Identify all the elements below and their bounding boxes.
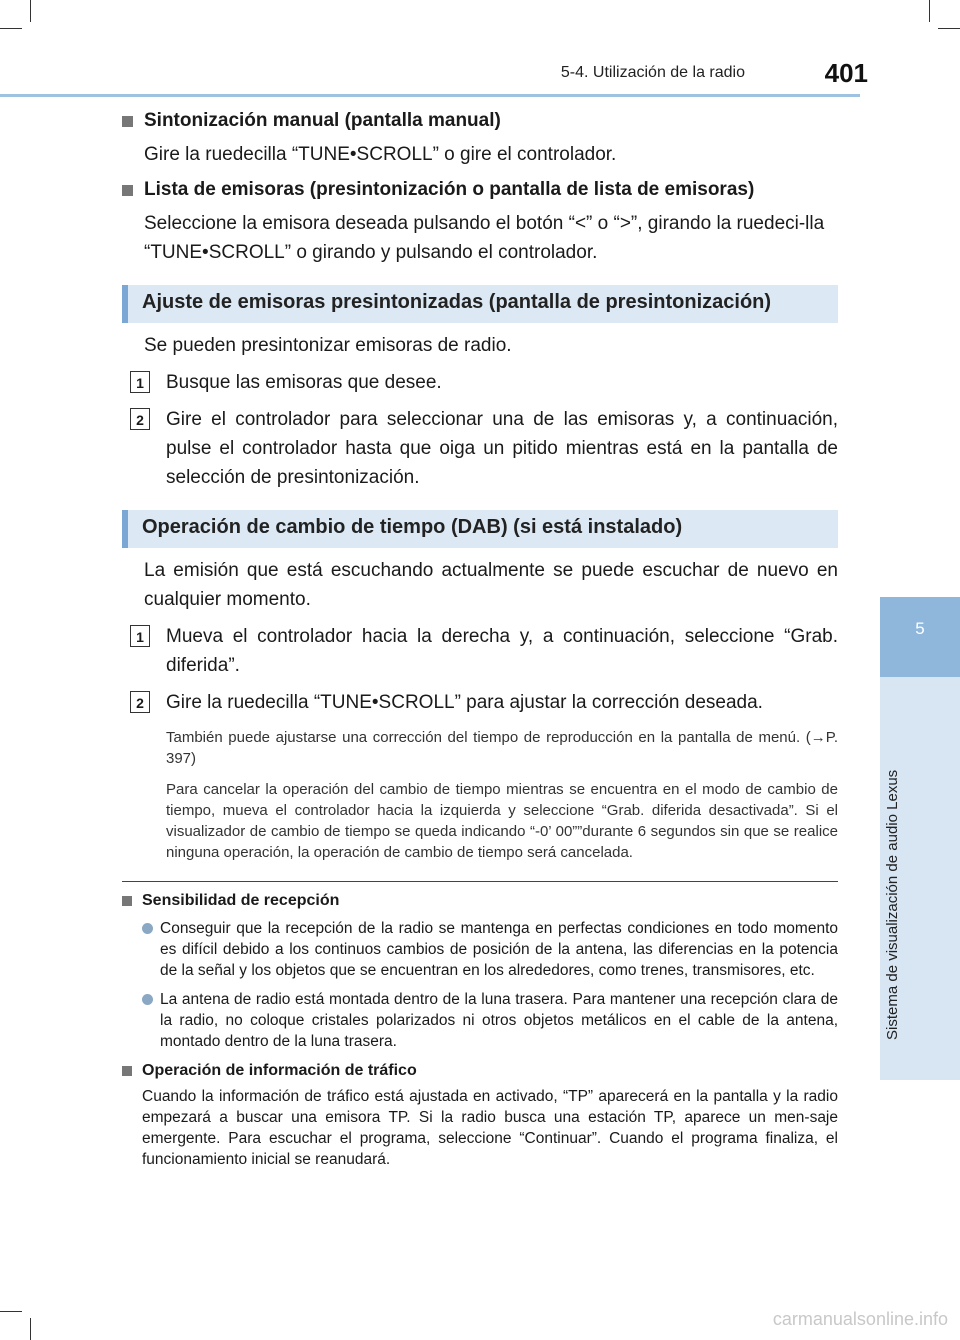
- crop-mark: [938, 28, 960, 29]
- divider: [122, 881, 838, 882]
- section-marker: [122, 285, 128, 323]
- crop-mark: [0, 28, 22, 29]
- circle-bullet-icon: [142, 994, 153, 1005]
- chapter-number: 5: [915, 619, 925, 638]
- paragraph: Gire la ruedecilla “TUNE•SCROLL” o gire el controlador.: [144, 144, 617, 165]
- section-header: [122, 285, 838, 323]
- square-bullet-icon: [122, 1066, 132, 1076]
- subheading: Sintonización manual (pantalla manual): [122, 110, 838, 132]
- square-bullet-icon: [122, 185, 133, 196]
- crop-mark: [929, 0, 930, 22]
- note: Para cancelar la operación del cambio de tiempo mientras se encuentra en el modo de cambio de tiempo, mueva el controlador hacia la izquierda y seleccione “Grab. diferida desactivada”. Si el visualizador de cambio de tiempo se queda indicando “-0’ 00””durante 6 segundos sin que se realice ninguna operación, la operación de cambio de tiempo será cancelada.: [166, 781, 838, 861]
- square-bullet-icon: [122, 896, 132, 906]
- square-bullet-icon: [122, 116, 133, 127]
- list-item: La antena de radio está montada dentro de la luna trasera. Para mantener una recepción clara de la radio, no coloque cristales polarizados ni otros objetos metálicos en el cable de la antena, montado dentro de la luna trasera.: [142, 989, 838, 1052]
- list-item: Conseguir que la recepción de la radio se mantenga en perfectas condiciones en todo momento es difícil debido a los continuos cambios de posición de la antena, las diferencias en la potencia de la señal y los objetos que se encuentran en los alrededores, como trenes, transmisores, etc.: [142, 918, 838, 981]
- chapter-tab: [880, 597, 960, 677]
- page-number: 401: [824, 58, 868, 88]
- crop-mark: [0, 1311, 22, 1312]
- step-number: 2: [130, 691, 150, 713]
- subheading: Lista de emisoras (presintonización o pantalla de lista de emisoras): [122, 179, 838, 201]
- section-header: [122, 510, 838, 548]
- circle-bullet-icon: [142, 923, 153, 934]
- footnote-heading: Sensibilidad de recepción: [122, 892, 838, 910]
- step-item: 1 Busque las emisoras que desee.: [122, 368, 838, 397]
- paragraph: Se pueden presintonizar emisoras de radio.: [144, 335, 512, 356]
- footnote-text: Cuando la información de tráfico está ajustada en activado, “TP” aparecerá en la pantalla y la radio empezará a buscar una emisora TP. Si la radio busca una estación TP, aparece un men-saje emergente. Para escuchar el programa, seleccione “Continuar”. Cuando el programa finaliza, el funcionamiento inicial se reanudará.: [142, 1088, 838, 1168]
- crop-mark: [30, 1318, 31, 1340]
- step-item: 2 Gire el controlador para seleccionar una de las emisoras y, a continuación, pulse el controlador hasta que oiga un pitido mientras está en la pantalla de selección de presintonización.: [122, 405, 838, 492]
- step-item: 1 Mueva el controlador hacia la derecha y, a continuación, seleccione “Grab. diferida”.: [122, 622, 838, 680]
- header-section-title: 5-4. Utilización de la radio: [560, 64, 745, 81]
- watermark-link[interactable]: carmanualsonline.info: [772, 1309, 948, 1329]
- note: También puede ajustarse una corrección del tiempo de reproducción en la pantalla de menú. (→P. 397): [166, 729, 838, 767]
- section-title: Operación de cambio de tiempo (DAB) (si está instalado): [142, 516, 683, 538]
- page-content: [122, 100, 838, 1170]
- section-marker: [122, 510, 128, 548]
- header-rule: [0, 94, 860, 97]
- paragraph: La emisión que está escuchando actualmente se puede escuchar de nuevo en cualquier momento.: [144, 560, 838, 610]
- page-header: [0, 58, 960, 88]
- footnote-heading: Operación de información de tráfico: [122, 1062, 838, 1080]
- chapter-title: Sistema de visualización de audio Lexus: [884, 769, 901, 1040]
- crop-mark: [30, 0, 31, 22]
- section-title: Ajuste de emisoras presintonizadas (pantalla de presintonización): [142, 291, 772, 313]
- step-number: 1: [130, 371, 150, 393]
- step-number: 2: [130, 408, 150, 430]
- paragraph: Seleccione la emisora deseada pulsando el botón “<” o “>”, girando la ruedeci-lla “TUNE•SCROLL” o girando y pulsando el controlador.: [144, 213, 825, 263]
- step-item: 2 Gire la ruedecilla “TUNE•SCROLL” para ajustar la corrección deseada.: [122, 688, 838, 717]
- step-number: 1: [130, 625, 150, 647]
